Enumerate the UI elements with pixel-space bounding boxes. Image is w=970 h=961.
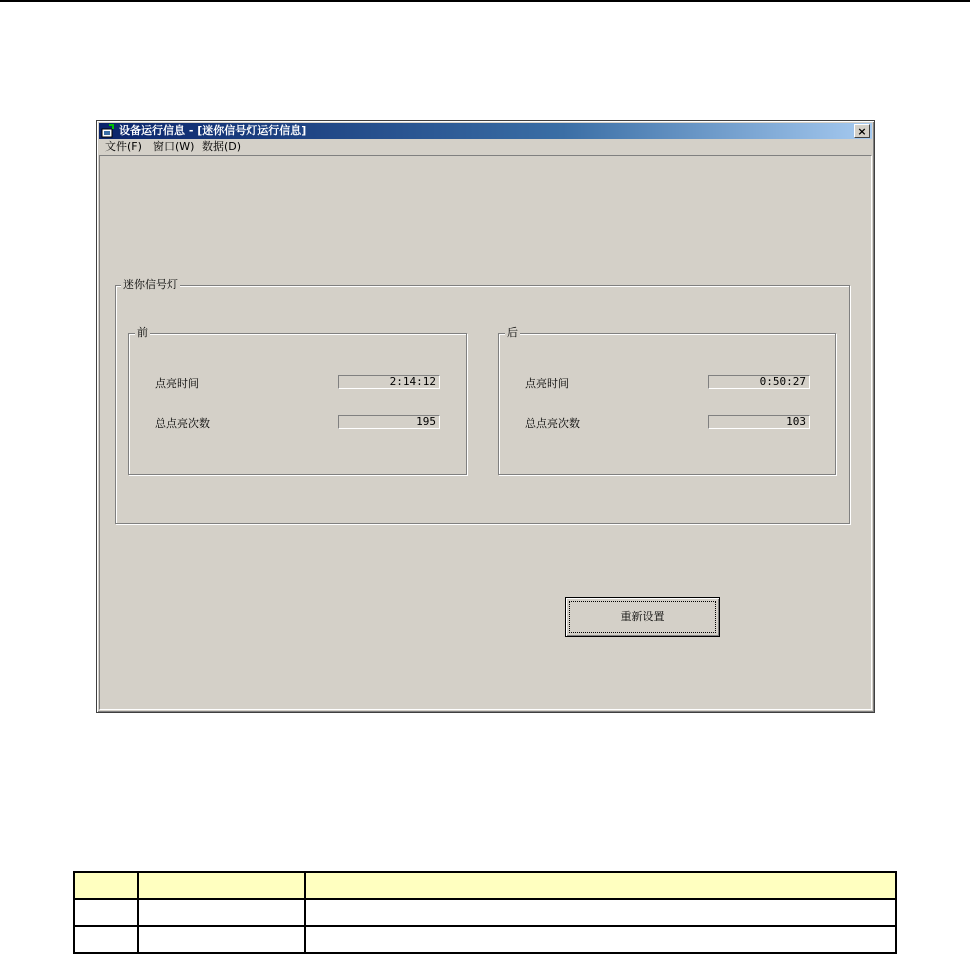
mini-signal-light-legend: 迷你信号灯	[123, 278, 178, 291]
app-icon	[101, 124, 115, 138]
front-on-time-label: 点亮时间	[155, 377, 199, 390]
focus-rect	[569, 601, 716, 633]
window-title: 设备运行信息 - [迷你信号灯运行信息]	[119, 124, 307, 137]
close-button[interactable]	[854, 124, 870, 138]
table-cell	[138, 872, 305, 899]
front-group	[128, 326, 467, 475]
rear-on-time-field: 0:50:27	[708, 375, 810, 389]
table-cell	[305, 872, 896, 899]
menu-file[interactable]: 文件(F)	[105, 140, 142, 153]
front-count-label: 总点亮次数	[155, 417, 210, 430]
document-table	[73, 871, 897, 954]
close-icon: ×	[857, 125, 867, 138]
menu-data[interactable]: 数据(D)	[202, 140, 242, 153]
mini-signal-light-group	[115, 278, 850, 524]
table-row	[74, 899, 896, 926]
client-area	[99, 155, 872, 710]
app-window	[96, 120, 875, 713]
front-legend: 前	[137, 326, 148, 339]
page-top-rule	[0, 0, 970, 2]
rear-count-field: 103	[708, 415, 810, 429]
table-cell	[74, 926, 138, 953]
table-header-row	[74, 872, 896, 899]
menu-window[interactable]: 窗口(W)	[153, 140, 195, 153]
table-cell	[305, 926, 896, 953]
front-count-field: 195	[338, 415, 440, 429]
menu-bar	[99, 139, 872, 155]
rear-group	[498, 326, 836, 475]
title-bar[interactable]	[99, 123, 872, 139]
rear-count-label: 总点亮次数	[525, 417, 580, 430]
table-cell	[74, 872, 138, 899]
table-cell	[138, 926, 305, 953]
rear-legend: 后	[507, 326, 518, 339]
table-cell	[138, 899, 305, 926]
reset-button-label: 重新设置	[620, 610, 665, 623]
table-cell	[305, 899, 896, 926]
front-on-time-field: 2:14:12	[338, 375, 440, 389]
table-cell	[74, 899, 138, 926]
rear-on-time-label: 点亮时间	[525, 377, 569, 390]
reset-button[interactable]	[565, 597, 720, 637]
table-row	[74, 926, 896, 953]
